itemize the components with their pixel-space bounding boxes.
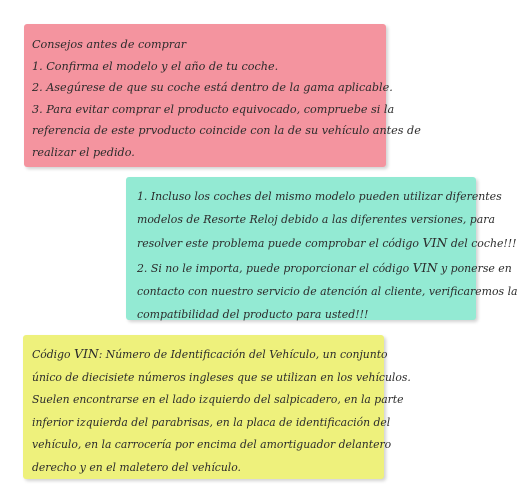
compat-line: 1. Incluso los coches del mismo modelo pueden utilizar diferentes [137,190,502,203]
vin-location-line: Suelen encontrarse en el lado izquierdo del salpicadero, en la parte [32,393,404,407]
vin-term: VIN [422,235,448,251]
compat-text: y ponerse en [437,261,512,275]
tip-line: realizar el pedido. [32,145,135,159]
vin-location-line: inferior izquierda del parabrisas, en la placa de identificación del [32,415,391,429]
compat-line: compatibilidad del producto para usted!!! [137,308,369,322]
compat-text: 2. Si no le importa, puede proporcionar el código [137,261,413,275]
pink-note [24,24,421,167]
vin-definition-line [32,343,388,367]
vin-text: : Número de Identificación del Vehículo, un conjunto [98,348,388,361]
tip-line: 3. Para evitar comprar el producto equivocado, compruebe si la [32,102,395,116]
vin-location-line: vehículo, en la carrocería por encima del amortiguador delantero [32,438,392,452]
compat-line [137,256,512,280]
compat-line: modelos de Resorte Reloj debido a las diferentes versiones, para [137,213,495,227]
note-title: Consejos antes de comprar [32,38,187,51]
compat-text: del coche!!! [447,237,517,251]
tip-line: 1. Confirma el modelo y el año de tu coche. [32,59,279,73]
vin-definition-line: único de diecisiete números ingleses que se utilizan en los vehículos. [32,370,411,384]
compat-text: resolver este problema puede comprobar el código [137,237,423,251]
vin-term: VIN [412,259,438,275]
compat-line [137,231,517,255]
yellow-note [23,335,411,479]
vin-text: Código [32,348,74,361]
tip-line: 2. Asegúrese de que su coche está dentro de la gama aplicable. [32,81,393,94]
tip-line: referencia de este prvoducto coincide con la de su vehículo antes de [32,124,421,137]
compat-line: contacto con nuestro servicio de atención al cliente, verificaremos la [137,284,518,298]
vin-term: VIN [73,346,99,361]
vin-location-line: derecho y en el maletero del vehículo. [32,460,241,474]
mint-note [126,177,518,322]
